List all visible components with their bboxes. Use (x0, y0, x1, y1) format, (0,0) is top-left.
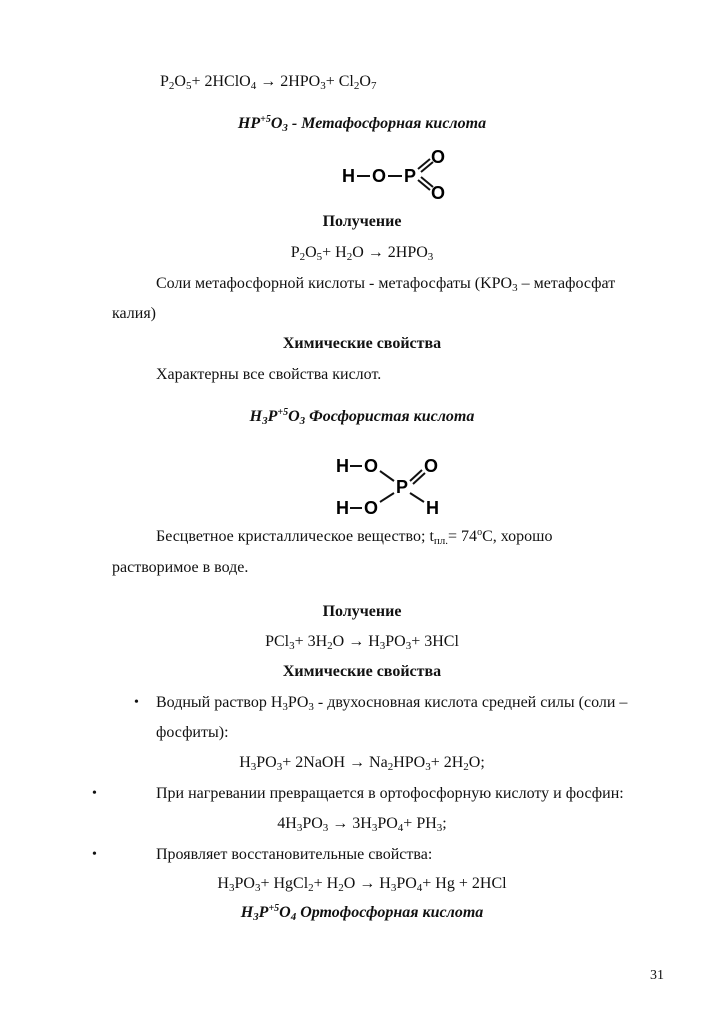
heading-orthophosphoric-acid: $H_3P^{+5}O_4$ Ортофосфорная кислота (240, 903, 484, 923)
salts-line-2: калия) (112, 305, 157, 322)
salts-line-1: Соли метафосфорной кислоты - метафосфаты ($KPO_3$ – метафосфат (156, 275, 616, 294)
description-line-1: Бесцветное кристаллическое вещество; $t_{пл.}= 74^oС$, хорошо (156, 527, 553, 547)
bullet-1: • (134, 695, 139, 710)
svg-text:P: P (404, 166, 417, 186)
structure-metaphosphoric-acid (330, 145, 460, 205)
bullet-1-line-2: фосфиты): (156, 724, 229, 741)
properties-title-1: Химические свойства (282, 335, 442, 352)
svg-text:O: O (431, 183, 446, 203)
bullet-2: • (92, 786, 97, 801)
svg-text:H: H (342, 166, 355, 186)
svg-text:O: O (364, 456, 379, 476)
equation-h3po3-naoh: $H_3PO_3+$ 2NaOH → $Na_2HPO_3+ 2H_2O$; (239, 754, 485, 773)
svg-text:O: O (372, 166, 387, 186)
bullet-1-line-1: Водный раствор $H_3PO_3$ - двухосновная кислота средней силы (соли – (156, 694, 628, 713)
bullet-3: • (92, 847, 97, 862)
svg-text:H: H (336, 498, 349, 518)
equation-h3po3-decomposition: $4H_3PO_3 \to 3H_3PO_4+ PH_3$; (277, 815, 447, 834)
svg-text:H: H (426, 498, 439, 518)
bullet-2-text: При нагревании превращается в ортофосфорную кислоту и фосфин: (156, 785, 624, 802)
page-number: 31 (650, 968, 664, 983)
svg-text:O: O (431, 147, 446, 167)
svg-text:P: P (396, 477, 409, 497)
bullet-3-text: Проявляет восстановительные свойства: (156, 846, 433, 863)
description-line-2: растворимое в воде. (112, 559, 249, 576)
equation-p2o5-h2o: $P_2O_5+ H_2O \to 2HPO_3$ (290, 244, 434, 263)
properties-title-2: Химические свойства (282, 663, 442, 680)
svg-text:H: H (336, 456, 349, 476)
obtaining-title-1: Получение (322, 213, 402, 230)
obtaining-title-2: Получение (322, 603, 402, 620)
svg-text:O: O (364, 498, 379, 518)
equation-h3po3-hgcl2: $H_3PO_3+$ HgCl$_2$+ $H_2O \to H_3PO_4+ Hg + 2HCl$ (217, 875, 507, 894)
heading-phosphorous-acid: $H_3P^{+5}O_3$ Фосфористая кислота (249, 407, 475, 427)
equation-pcl3-h2o: $PCl_3+ 3H_2O \to H_3PO_3+ 3HCl$ (265, 633, 459, 652)
heading-metaphosphoric-acid: $HP^{+5}O_3$ - Метафосфорная кислота (237, 114, 487, 134)
equation-p2o5-hclo4: $P_2O_5+$ 2HClO$_4$ → $2HPO_3+ Cl_2O_7$ (160, 73, 377, 92)
structure-phosphorous-acid (326, 448, 456, 520)
svg-text:O: O (424, 456, 439, 476)
properties-text-1: Характерны все свойства кислот. (156, 366, 382, 383)
